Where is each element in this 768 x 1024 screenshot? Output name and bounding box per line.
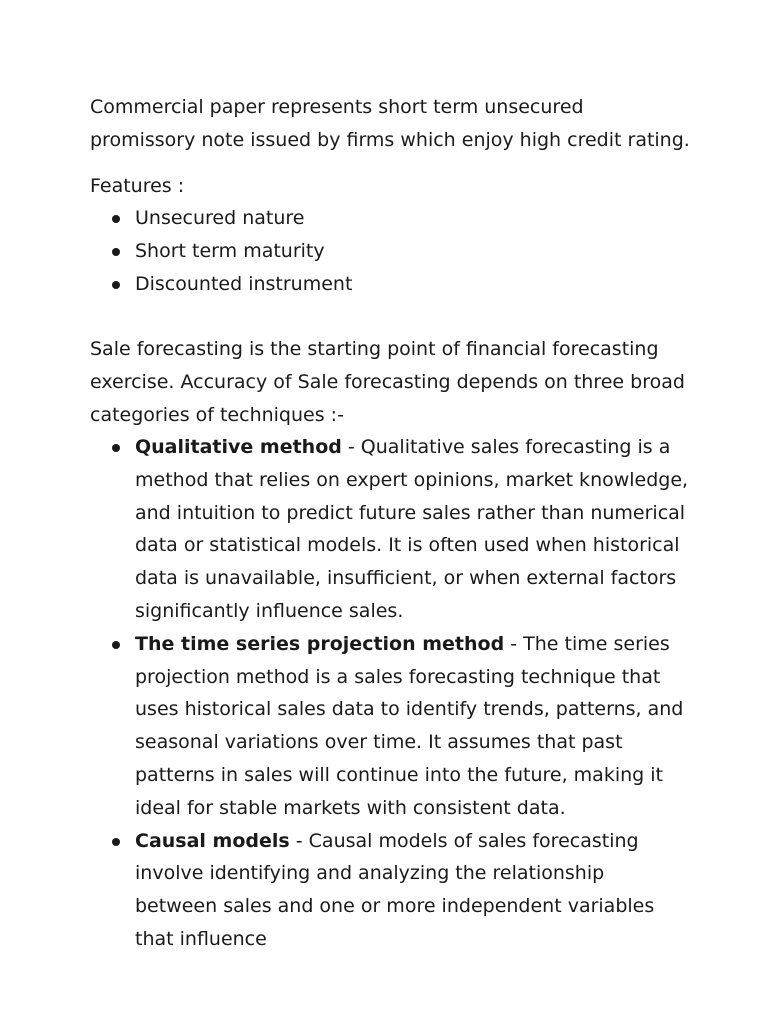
technique-description: The time series projection method is a sales forecasting technique that uses historical sales data to identify trends, patterns, and seasonal variations over time. It assumes that past patterns in sales will continue into the future, making it ideal for stable markets with consistent data. xyxy=(135,632,684,819)
features-list xyxy=(90,202,690,300)
technique-title: The time series projection method xyxy=(135,632,505,655)
list-item xyxy=(90,628,690,825)
technique-separator: - xyxy=(289,829,309,852)
bullet-icon xyxy=(112,215,120,223)
feature-text: Short term maturity xyxy=(135,239,325,262)
bullet-icon xyxy=(112,444,120,452)
bullet-icon xyxy=(112,281,120,289)
technique-separator: - xyxy=(504,632,524,655)
list-item xyxy=(90,431,690,628)
sales-forecasting-paragraph: Sale forecasting is the starting point of financial forecasting exercise. Accuracy of Sale forecasting depends on three broad categories of techniques :- xyxy=(90,338,685,426)
list-item xyxy=(90,235,690,268)
list-item xyxy=(90,825,690,956)
technique-description: Causal models of sales forecasting involve identifying and analyzing the relationship between sales and one or more independent variables that influence xyxy=(135,829,655,950)
bullet-icon xyxy=(112,641,120,649)
feature-text: Discounted instrument xyxy=(135,272,353,295)
technique-separator: - xyxy=(341,436,361,458)
techniques-list xyxy=(90,431,690,956)
list-item xyxy=(90,268,690,301)
technique-description: Qualitative sales forecasting is a method that relies on expert opinions, market knowledge, and intuition to predict future sales rather than numerical data or statistical models. It is often used when historical data is unavailable, insufficient, or when external factors significantly influence sales. xyxy=(135,436,689,622)
feature-text: Unsecured nature xyxy=(135,207,305,229)
bullet-icon xyxy=(112,248,120,256)
features-heading: Features : xyxy=(90,175,185,197)
bullet-icon xyxy=(112,838,120,846)
list-item xyxy=(90,202,690,235)
technique-title: Qualitative method xyxy=(135,436,342,458)
intro-paragraph: Commercial paper represents short term unsecured promissory note issued by firms which enjoy high credit rating. xyxy=(90,96,690,151)
technique-title: Causal models xyxy=(135,829,290,852)
